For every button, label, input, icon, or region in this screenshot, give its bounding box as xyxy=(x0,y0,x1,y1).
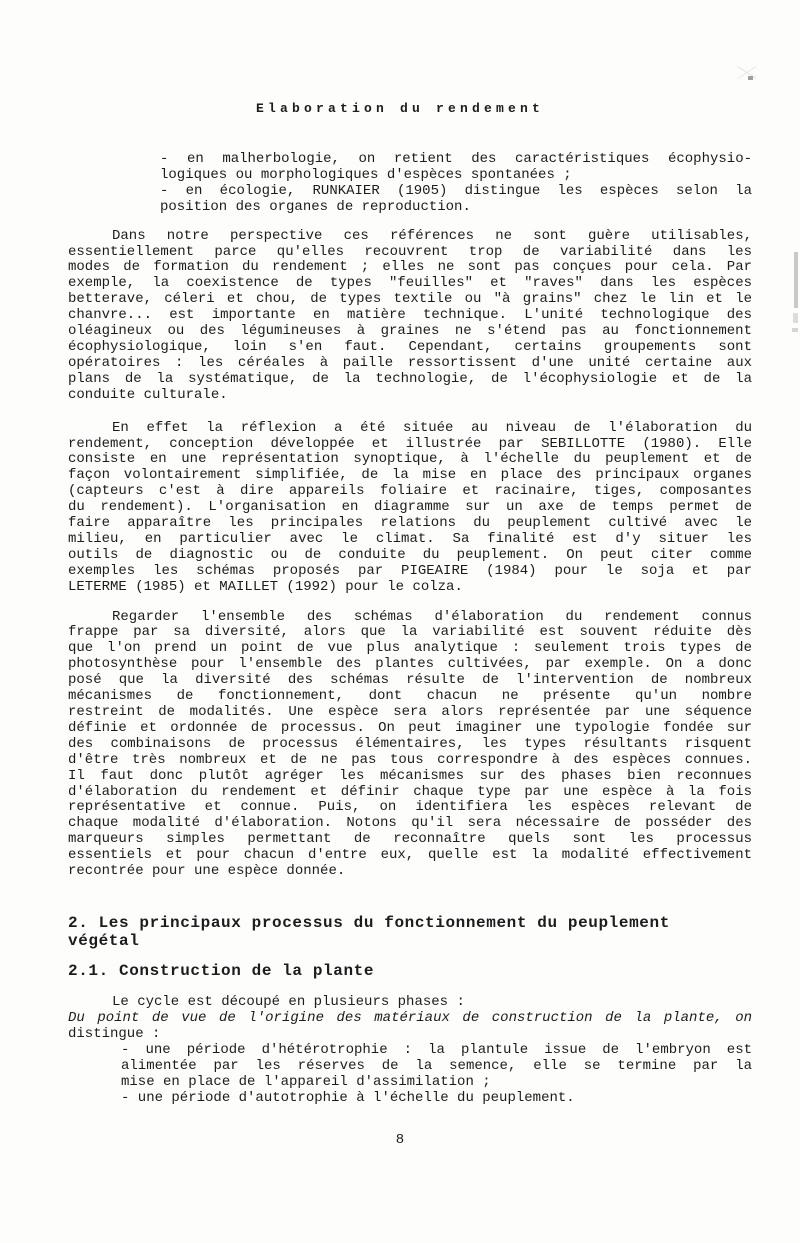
document-body xyxy=(68,152,752,1107)
text-line: mécanismes de fonctionnement, dont chacun ne présente qu'un nombre xyxy=(68,688,752,705)
text-line: posé que la diversité des schémas résulte de l'intervention de nombreux xyxy=(68,672,752,689)
text-line: faire apparaître les principales relations du peuplement cultivé avec le xyxy=(68,515,752,532)
text-line: définie et ordonnée de processus. On peut imaginer une typologie fondée sur xyxy=(68,719,752,736)
text-line: des combinaisons de processus élémentaires, les types résultants risquent xyxy=(68,735,752,752)
text-line: photosynthèse pour l'ensemble des plantes cultivées, par exemple. On a donc xyxy=(68,656,752,673)
margin-annotation-dash xyxy=(793,313,798,323)
text-line: - une période d'autotrophie à l'échelle du peuplement. xyxy=(121,1089,575,1106)
text-line: distingue : xyxy=(68,1026,161,1043)
text-line: mise en place de l'appareil d'assimilation ; xyxy=(121,1074,491,1090)
list-species-criteria xyxy=(160,152,752,216)
text-line: essentiellement parce qu'elles recouvrent trop de variabilité dans les xyxy=(68,243,752,260)
paragraph-elaboration xyxy=(68,421,752,596)
text-line: position des organes de reproduction. xyxy=(160,198,471,215)
text-line: betterave, céleri et chou, de types textile ou "à grains" chez le lin et le xyxy=(68,291,752,308)
text-line: milieu, en particulier avec le climat. Sa finalité est d'y situer les xyxy=(68,530,752,547)
text-line: que l'on prend un point de vue plus analytique : seulement trois types de xyxy=(68,640,752,657)
text-line: représentative et connue. Puis, on identifiera les espèces relevant de xyxy=(68,799,752,816)
text-line: Regarder l'ensemble des schémas d'élaboration du rendement connus xyxy=(112,608,752,625)
text-line: opératoires : les céréales à paille ressortissent d'une unité certaine aux xyxy=(68,354,752,371)
text-line: alimentée par les réserves de la semence, elle se termine par la xyxy=(121,1058,752,1075)
text-line: écophysiologique, loin s'en faut. Cependant, certains groupements sont xyxy=(68,338,752,355)
text-line: façon volontairement simplifiée, de la mise en place des principaux organes xyxy=(68,467,752,484)
subsection-heading xyxy=(68,962,752,981)
text-line: plans de la systématique, de la technologie, de l'écophysiologie et de la xyxy=(68,370,752,387)
text-line: d'élaboration du rendement et définir chaque type par une espèce à la fois xyxy=(68,783,752,800)
text-line: conduite culturale. xyxy=(68,386,228,403)
text-line: - en malherbologie, on retient des caractéristiques écophysio- xyxy=(160,151,752,167)
text-line: Il faut donc plutôt agréger les mécanismes sur des phases bien reconnues xyxy=(68,767,752,784)
running-header-title: Elaboration du rendement xyxy=(255,101,545,116)
text-line: - en écologie, RUNKAIER (1905) distingue les espèces selon la xyxy=(160,182,752,199)
text-line: Dans notre perspective ces références ne sont guère utilisables, xyxy=(112,227,752,244)
text-line: Du point de vue de l'origine des matériaux de construction de la plante, on xyxy=(68,1010,752,1027)
text-line: LETERME (1985) et MAILLET (1992) pour le colza. xyxy=(68,578,463,595)
text-line: exemples les schémas proposés par PIGEAIRE (1984) pour le soja et par xyxy=(68,562,752,579)
paragraph-diversity xyxy=(68,610,752,880)
text-line: chaque modalité d'élaboration. Notons qu'il sera nécessaire de posséder des xyxy=(68,815,752,832)
text-line: d'être très nombreux et de ne pas tous correspondre à des espèces connues. xyxy=(68,751,752,768)
text-line: restreint de modalités. Une espèce sera alors représentée par une séquence xyxy=(68,704,752,720)
text-line: En effet la réflexion a été située au niveau de l'élaboration du xyxy=(112,419,752,436)
text-line: chanvre... est importante en matière technique. L'unité technologique des xyxy=(68,307,752,324)
margin-annotation-dash xyxy=(792,328,798,332)
text-line: consiste en une représentation synoptique, à l'échelle du peuplement et de xyxy=(68,451,752,468)
text-line: essentiels et pour chacun d'entre eux, quelle est la modalité effectivement xyxy=(68,847,752,864)
text-line: exemple, la coexistence de types "feuilles" et "raves" dans les espèces xyxy=(68,275,752,292)
text-line: logiques ou morphologiques d'espèces spontanées ; xyxy=(160,166,572,183)
text-line: marqueurs simples permettant de reconnaître quels sont les processus xyxy=(68,831,752,848)
text-line: - une période d'hétérotrophie : la plantule issue de l'embryon est xyxy=(121,1042,752,1059)
text-line: du rendement). L'organisation en diagramme sur un axe de temps permet de xyxy=(68,499,752,516)
text-line: 2. Les principaux processus du fonctionnement du peuplement xyxy=(68,913,670,932)
pencil-speck-dot xyxy=(748,76,753,80)
section-heading xyxy=(68,914,752,951)
text-line: oléagineux ou des légumineuses à graines ne s'étend pas au fonctionnement xyxy=(68,323,752,340)
margin-annotation-line xyxy=(794,252,798,308)
text-line: végétal xyxy=(68,932,140,951)
text-line: recontrée pour une espèce donnée. xyxy=(68,863,346,880)
text-line: 2.1. Construction de la plante xyxy=(68,961,375,980)
text-line: (capteurs c'est à dire appareils foliaire et racinaire, tiges, composantes xyxy=(68,483,752,500)
text-line: outils de diagnostic ou de conduite du peuplement. On peut citer comme xyxy=(68,546,752,563)
page-number: 8 xyxy=(395,1132,405,1148)
text-line: rendement, conception développée et illustrée par SEBILLOTTE (1980). Elle xyxy=(68,435,752,452)
list-periods xyxy=(121,1043,752,1107)
paragraph-cycle xyxy=(68,995,752,1043)
text-line: modes de formation du rendement ; elles ne sont pas conçues pour cela. Par xyxy=(68,259,752,276)
paragraph-perspective xyxy=(68,229,752,404)
text-line: frappe par sa diversité, alors que la variabilité est souvent réduite dès xyxy=(68,624,752,641)
text-line: Le cycle est découpé en plusieurs phases : xyxy=(112,994,465,1011)
